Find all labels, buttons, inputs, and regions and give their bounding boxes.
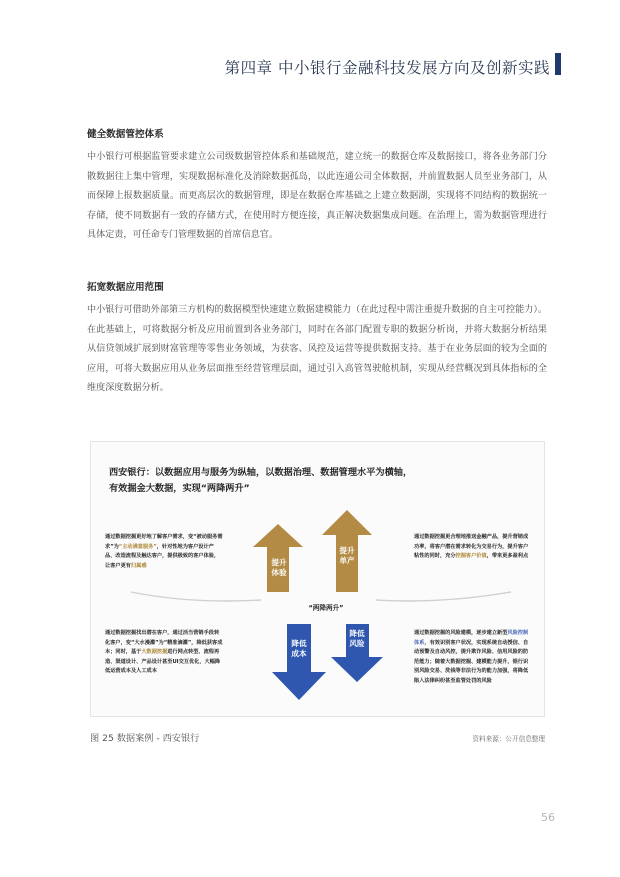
figure-source: 资料来源：公开信息整理 bbox=[472, 735, 545, 743]
arrow-down-left bbox=[272, 624, 326, 700]
paragraph-data-application: 中小银行可借助外部第三方机构的数据模型快速建立数据建模能力（在此过程中需注重提升数据的自主可控能力）。在此基础上，可将数据分析及应用前置到各业务部门，同时在各部门配置专职的数据分析岗，并将大数据分析结果从信贷领域扩展到财富管理等零售业务领域，为获客、风控及运营等提供数据支持。基于在业务层面的较为全面的应用，可将大数据应用从业务层面推至经营管理层面，通过引入高管驾驶舱机制，实现从经营概况到具体指标的全维度深度数据分析。 bbox=[87, 305, 547, 394]
figure-title-line-2: 有效掘金大数据，实现“两降两升” bbox=[109, 483, 250, 494]
page-number: 56 bbox=[541, 811, 555, 824]
axis-line-right bbox=[376, 592, 511, 601]
header-accent-bar bbox=[555, 53, 561, 75]
box-reduce-cost: 通过数据挖掘找出潜在客户，通过活当营销手段转化客户，变“大水漫灌”为“精准滴灌”，降低获客成本；同时，基于大数据挖掘进行网点转型、流程再造、渠道设计、产品设计甚至UI交互优化，大幅降低运营成本及人工成本 bbox=[105, 630, 223, 675]
arrow-label-improve-experience: 提升 体验 bbox=[271, 558, 287, 577]
axis-line-left bbox=[131, 592, 261, 601]
arrow-label-improve-productivity: 提升 单产 bbox=[339, 546, 355, 565]
center-label-two-down-two-up: “两降两升” bbox=[308, 604, 344, 612]
figure-caption: 图 25 数据案例 - 西安银行 bbox=[90, 733, 200, 744]
chapter-title: 第四章 中小银行金融科技发展方向及创新实践 bbox=[224, 59, 550, 77]
arrow-label-reduce-cost: 降低 成本 bbox=[291, 639, 307, 658]
box-improve-experience: 通过数据挖掘更好地了解客户需求，变“被动服务需求”为“主动满意服务”，针对性地为客户设计产品、改造流程及触达客户，提供极致的客户体验，让客户更有归属感 bbox=[105, 534, 223, 569]
section-heading-data-application: 拓宽数据应用范围 bbox=[87, 282, 164, 293]
arrow-label-reduce-risk: 降低 风险 bbox=[349, 629, 365, 648]
box-reduce-risk: 通过数据挖掘的风险建模，逐步建立新型风险控制体系，有效识别客户状况，实现系统自动授信、自动预警及自动风控，提升欺诈风险、信用风险的防范能力；随着大数据挖掘、建模能力提升，银行识别风险交易、洗钱等非法行为的能力加强，将降低陷入法律纠纷甚至监管处罚的风险 bbox=[414, 630, 529, 684]
figure-xian-bank-case bbox=[90, 441, 545, 717]
box-improve-productivity: 通过数据挖掘更合理地推送金融产品，提升营销成功率，将客户潜在需求转化为交易行为，提升客户粘性的同时，充分挖掘客户价值，带来更多盈利点 bbox=[414, 534, 529, 560]
paragraph-data-governance: 中小银行可根据监管要求建立公司级数据管控体系和基础规范，建立统一的数据仓库及数据接口，将各业务部门分散数据往上集中管理，实现数据标准化及消除数据孤岛，以此连通公司全体数据，并前置数据人员至业务部门，从而保障上报数据质量。而更高层次的数据管理，即是在数据仓库基础之上建立数据湖，实现将不同结构的数据统一存储，使不同数据有一致的存储方式，在使用时方便连接，真正解决数据集成问题。在治理上，需为数据管理进行具体定责，可任命专门管理数据的首席信息官。 bbox=[87, 152, 547, 241]
figure-title-line-1: 西安银行：以数据应用与服务为纵轴，以数据治理、数据管理水平为横轴， bbox=[109, 467, 413, 478]
section-heading-data-governance: 健全数据管控体系 bbox=[87, 129, 164, 140]
